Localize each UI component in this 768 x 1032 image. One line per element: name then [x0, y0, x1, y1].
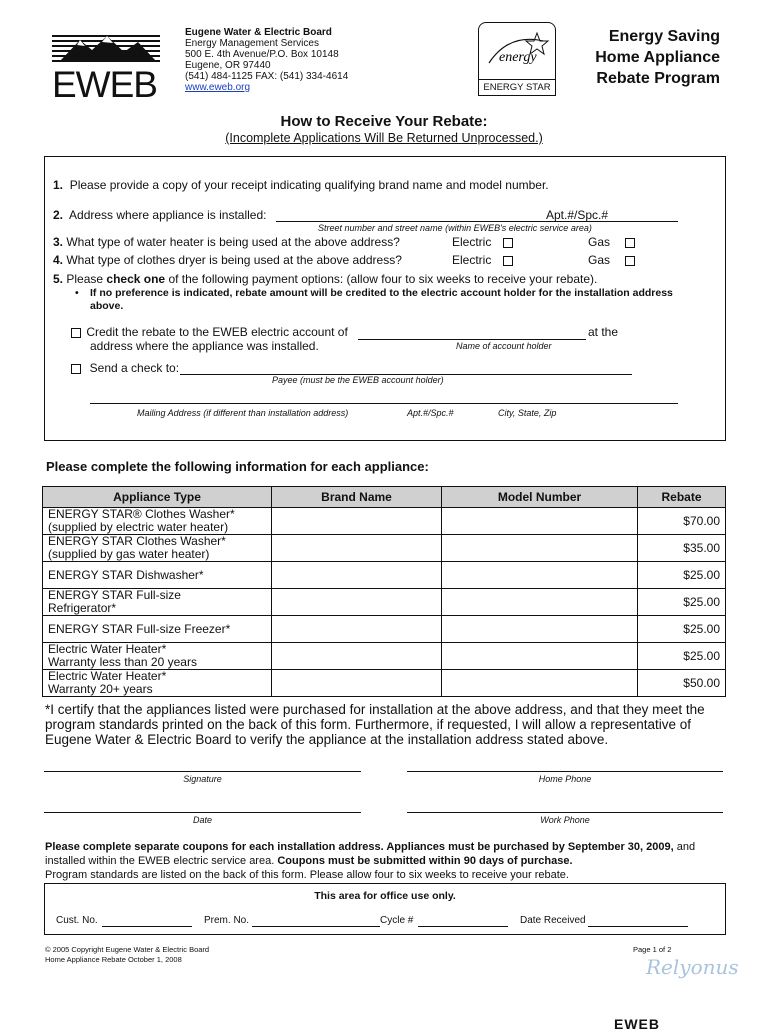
appliance-table: [42, 486, 726, 697]
question-4-text: What type of clothes dryer is being used at the above address?: [66, 253, 402, 267]
appliance-type-cell: ENERGY STAR Dishwasher*: [43, 562, 272, 589]
model-number-cell[interactable]: [442, 508, 638, 535]
rebate-cell: $25.00: [638, 616, 726, 643]
table-row: [43, 535, 726, 562]
date-received-field[interactable]: [588, 915, 688, 927]
website-link[interactable]: www.eweb.org: [185, 82, 251, 93]
office-use-box: [44, 883, 726, 935]
page-title: How to Receive Your Rebate:: [280, 113, 488, 130]
footer-left: [45, 945, 209, 965]
bottom-logo: EWEB: [614, 1016, 660, 1032]
copyright-text: © 2005 Copyright Eugene Water & Electric Board: [45, 945, 210, 954]
energy-star-logo: [478, 22, 556, 96]
table-intro: Please complete the following information for each appliance:: [46, 459, 429, 474]
appliance-type-cell: ENERGY STAR Full-size Freezer*: [43, 616, 272, 643]
certification-text: *I certify that the appliances listed were purchased for installation at the above address, and that they meet the program standards printed on the back of this form. Furthermore, if requested, I will allow a representative of Eugene Water & Electric Board to verify the appliance at the installation address stated above.: [45, 702, 705, 747]
address-caption: Street number and street name (within EWEB's electric service area): [318, 223, 592, 233]
cycle-label: Cycle #: [380, 915, 414, 926]
program-title-line1: Energy Saving: [608, 28, 720, 45]
mailing-address-field[interactable]: [90, 390, 678, 404]
energy-star-icon: [479, 23, 555, 79]
send-check-option[interactable]: Send a check to:: [69, 361, 179, 375]
question-2-text: Address where appliance is installed:: [69, 208, 267, 222]
org-address1: 500 E. 4th Avenue/P.O. Box 10148: [185, 49, 339, 60]
question-5: 5. Please check one of the following payment options: (allow four to six weeks to receive your rebate).: [53, 272, 598, 286]
brand-name-cell[interactable]: [272, 643, 442, 670]
mailing-caption: Mailing Address (if different than installation address): [137, 408, 349, 418]
brand-name-cell[interactable]: [272, 670, 442, 697]
program-title-line3: Rebate Program: [596, 70, 720, 87]
rebate-cell: $25.00: [638, 562, 726, 589]
question-4: 4. What type of clothes dryer is being used at the above address?: [53, 253, 402, 267]
q4-electric-option[interactable]: Electric: [452, 253, 515, 267]
model-number-cell[interactable]: [442, 562, 638, 589]
table-row: [43, 643, 726, 670]
q3-gas-option[interactable]: Gas: [588, 235, 637, 249]
date-field[interactable]: [44, 812, 361, 825]
org-phones: (541) 484-1125 FAX: (541) 334-4614: [185, 71, 349, 82]
col-brand-name: Brand Name: [272, 487, 442, 508]
model-number-cell[interactable]: [442, 643, 638, 670]
org-dept: Energy Management Services: [185, 38, 319, 49]
question-1: 1. Please provide a copy of your receipt indicating qualifying brand name and model number.: [53, 178, 549, 192]
org-address2: Eugene, OR 97440: [185, 60, 271, 71]
col-appliance-type: Appliance Type: [43, 487, 272, 508]
office-use-title: This area for office use only.: [314, 890, 456, 902]
brand-name-cell[interactable]: [272, 508, 442, 535]
appliance-type-cell: Electric Water Heater* Warranty less than 20 years: [43, 643, 272, 670]
q4-electric-checkbox[interactable]: [503, 256, 513, 266]
account-holder-field[interactable]: [358, 326, 586, 340]
account-holder-caption: Name of account holder: [456, 341, 552, 351]
org-name: Eugene Water & Electric Board: [185, 27, 332, 38]
work-phone-label: Work Phone: [540, 815, 590, 825]
signature-label: Signature: [183, 774, 222, 784]
send-check-checkbox[interactable]: [71, 364, 81, 374]
eweb-logo: [52, 30, 162, 105]
mailing-city-caption: City, State, Zip: [498, 408, 557, 418]
work-phone-field[interactable]: [407, 812, 723, 825]
table-row: [43, 616, 726, 643]
date-received-label: Date Received: [520, 915, 586, 926]
appliance-type-cell: ENERGY STAR® Clothes Washer* (supplied by electric water heater): [43, 508, 272, 535]
mailing-apt-caption: Apt.#/Spc.#: [407, 408, 454, 418]
cycle-field[interactable]: [418, 915, 508, 927]
date-label: Date: [192, 815, 212, 825]
form-id-text: Home Appliance Rebate October 1, 2008: [45, 955, 182, 964]
q3-gas-checkbox[interactable]: [625, 238, 635, 248]
page-subtitle: (Incomplete Applications Will Be Returned Unprocessed.): [225, 131, 543, 145]
prem-no-field[interactable]: [252, 915, 380, 927]
brand-name-cell[interactable]: [272, 589, 442, 616]
rebate-cell: $50.00: [638, 670, 726, 697]
credit-address-text: address where the appliance was installed.: [90, 339, 319, 353]
brand-name-cell[interactable]: [272, 562, 442, 589]
logo-text: EWEB: [52, 64, 157, 105]
brand-name-cell[interactable]: [272, 535, 442, 562]
table-header-row: [43, 487, 726, 508]
cust-no-field[interactable]: [102, 915, 192, 927]
appliance-type-cell: Electric Water Heater* Warranty 20+ years: [43, 670, 272, 697]
payment-note: • If no preference is indicated, rebate amount will be credited to the electric account holder for the installation address above.: [75, 287, 673, 312]
submission-notes: Please complete separate coupons for each installation address. Appliances must be purchased by September 30, 2009, and installed within the EWEB electric service area. Coupons must be submitted within 90 days of purchase. Program standards are listed on the back of this form. Please allow four to six weeks to receive your rebate.: [45, 841, 696, 881]
table-row: [43, 562, 726, 589]
rebate-cell: $70.00: [638, 508, 726, 535]
q3-electric-option[interactable]: Electric: [452, 235, 515, 249]
install-address-field[interactable]: [276, 208, 678, 222]
credit-account-option[interactable]: Credit the rebate to the EWEB electric account of: [69, 325, 348, 339]
brand-name-cell[interactable]: [272, 616, 442, 643]
rebate-cell: $35.00: [638, 535, 726, 562]
cust-no-label: Cust. No.: [56, 915, 98, 926]
question-3-text: What type of water heater is being used at the above address?: [66, 235, 400, 249]
table-row: [43, 508, 726, 535]
model-number-cell[interactable]: [442, 616, 638, 643]
payee-field[interactable]: [180, 361, 632, 375]
home-phone-field[interactable]: [407, 771, 723, 784]
org-address-block: [185, 27, 385, 93]
col-model-number: Model Number: [442, 487, 638, 508]
q4-gas-checkbox[interactable]: [625, 256, 635, 266]
table-row: [43, 589, 726, 616]
payee-caption: Payee (must be the EWEB account holder): [272, 375, 444, 385]
col-rebate: Rebate: [638, 487, 726, 508]
home-phone-label: Home Phone: [538, 774, 592, 784]
program-title-line2: Home Appliance: [595, 49, 720, 66]
table-row: [43, 670, 726, 697]
apt-spc-label: Apt.#/Spc.#: [546, 208, 609, 222]
q4-gas-option[interactable]: Gas: [588, 253, 637, 267]
model-number-cell[interactable]: [442, 670, 638, 697]
credit-at-the: at the: [588, 325, 619, 339]
rebate-cell: $25.00: [638, 643, 726, 670]
question-3: 3. What type of water heater is being used at the above address?: [53, 235, 400, 249]
energy-star-script: energy: [499, 50, 537, 65]
appliance-type-cell: ENERGY STAR Full-size Refrigerator*: [43, 589, 272, 616]
model-number-cell[interactable]: [442, 535, 638, 562]
prem-no-label: Prem. No.: [204, 915, 250, 926]
q3-electric-checkbox[interactable]: [503, 238, 513, 248]
credit-account-checkbox[interactable]: [71, 328, 81, 338]
page-number: Page 1 of 2: [633, 945, 672, 954]
question-2: 2. Address where appliance is installed:: [53, 208, 267, 222]
appliance-type-cell: ENERGY STAR Clothes Washer* (supplied by gas water heater): [43, 535, 272, 562]
rebate-cell: $25.00: [638, 589, 726, 616]
program-title: [595, 26, 720, 89]
model-number-cell[interactable]: [442, 589, 638, 616]
signature-field[interactable]: [44, 771, 361, 784]
energy-star-label: ENERGY STAR: [479, 79, 555, 95]
relyonus-tagline: Relyonus: [646, 955, 739, 979]
question-1-text: Please provide a copy of your receipt indicating qualifying brand name and model number.: [69, 178, 549, 192]
mountain-logo-icon: [52, 30, 162, 66]
